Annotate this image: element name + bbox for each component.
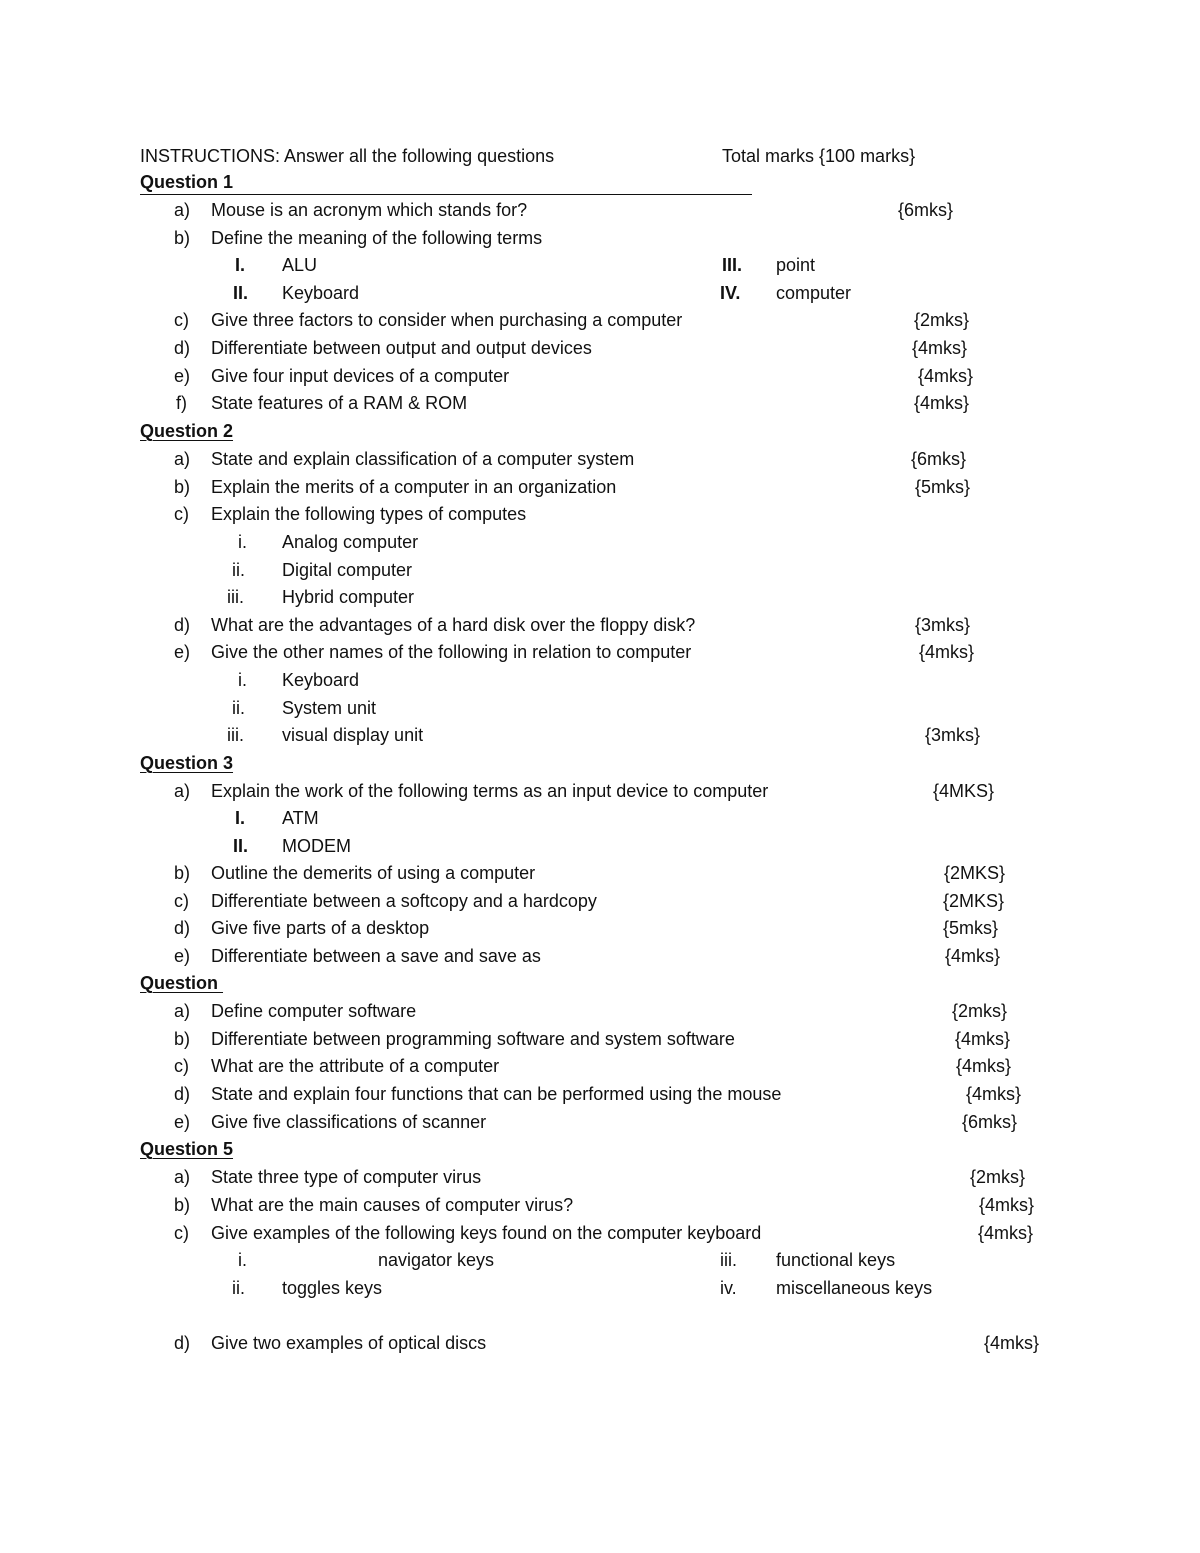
q1-b-item-text: Keyboard [282, 283, 360, 303]
q1-d-marks: {4mks} [912, 338, 968, 358]
q2-e-item-num: i. [238, 670, 247, 690]
q3-a-item-num: I. [235, 808, 246, 828]
q2-c-text: Explain the following types of computes [211, 504, 527, 524]
q1-b-item-num: I. [235, 255, 246, 275]
q5-c-item-num: i. [238, 1250, 247, 1270]
q2-c-item-text: Digital computer [282, 560, 413, 580]
q2-a-text: State and explain classification of a computer system [211, 449, 635, 469]
q4-c-label: c) [174, 1056, 189, 1076]
q5-d-text: Give two examples of optical discs [211, 1333, 487, 1353]
q1-e-label: e) [174, 366, 191, 386]
q3-c-label: c) [174, 891, 189, 911]
q4-b-label: b) [174, 1029, 191, 1049]
q5-c-text: Give examples of the following keys found on the computer keyboard [211, 1223, 762, 1243]
q4-d-label: d) [174, 1084, 191, 1104]
q5-a-label: a) [174, 1167, 191, 1187]
q5-c-item-text: miscellaneous keys [776, 1278, 933, 1298]
q3-b-marks: {2MKS} [944, 863, 1006, 883]
q4-a-label: a) [174, 1001, 191, 1021]
q4-e-marks: {6mks} [962, 1112, 1018, 1132]
q2-d-label: d) [174, 615, 191, 635]
q2-c-label: c) [174, 504, 189, 524]
q3-c-marks: {2MKS} [943, 891, 1005, 911]
q2-a-marks: {6mks} [911, 449, 967, 469]
q3-a-item-text: MODEM [282, 836, 351, 856]
q5-b-label: b) [174, 1195, 191, 1215]
q5-c-item-text: toggles keys [282, 1278, 383, 1298]
q4-c-marks: {4mks} [956, 1056, 1012, 1076]
q3-d-label: d) [174, 918, 191, 938]
q1-c-label: c) [174, 310, 189, 330]
q2-e-marks: {4mks} [919, 642, 975, 662]
q2-e-item-text: visual display unit [282, 725, 424, 745]
q2-b-marks: {5mks} [915, 477, 971, 497]
q5-c-item-text: functional keys [776, 1250, 896, 1270]
q1-a-label: a) [174, 200, 191, 220]
q1-c-marks: {2mks} [914, 310, 970, 330]
question-4-title: Question [140, 973, 224, 993]
q1-b-item-text: computer [776, 283, 852, 303]
q3-a-marks: {4MKS} [933, 781, 995, 801]
q2-c-item-num: iii. [227, 587, 244, 607]
q1-f-marks: {4mks} [914, 393, 970, 413]
q5-c-item-num: iv. [720, 1278, 737, 1298]
q5-a-text: State three type of computer virus [211, 1167, 482, 1187]
q1-a-marks: {6mks} [898, 200, 954, 220]
q3-a-label: a) [174, 781, 191, 801]
q2-e-item-num: ii. [232, 698, 245, 718]
q1-d-text: Differentiate between output and output devices [211, 338, 592, 358]
q5-d-marks: {4mks} [984, 1333, 1040, 1353]
q1-d-label: d) [174, 338, 191, 358]
instructions-text: INSTRUCTIONS: Answer all the following questions [140, 146, 555, 166]
q1-b-text: Define the meaning of the following terms [211, 228, 543, 248]
q2-c-item-text: Analog computer [282, 532, 419, 552]
q4-c-text: What are the attribute of a computer [211, 1056, 500, 1076]
q2-b-label: b) [174, 477, 191, 497]
q1-f-label: f) [176, 393, 187, 413]
q3-e-label: e) [174, 946, 191, 966]
q2-e-label: e) [174, 642, 191, 662]
q5-d-label: d) [174, 1333, 191, 1353]
q1-b-item-num: II. [233, 283, 249, 303]
q4-e-label: e) [174, 1112, 191, 1132]
q3-a-item-num: II. [233, 836, 249, 856]
question-1-underline [140, 194, 752, 195]
q1-b-item-num: III. [722, 255, 743, 275]
q2-d-text: What are the advantages of a hard disk over the floppy disk? [211, 615, 696, 635]
q4-a-text: Define computer software [211, 1001, 417, 1021]
q5-c-item-num: iii. [720, 1250, 737, 1270]
q2-e-item-text: Keyboard [282, 670, 360, 690]
question-1-title: Question 1 [140, 172, 234, 192]
q4-a-marks: {2mks} [952, 1001, 1008, 1021]
q3-d-marks: {5mks} [943, 918, 999, 938]
q1-a-text: Mouse is an acronym which stands for? [211, 200, 528, 220]
q1-f-text: State features of a RAM & ROM [211, 393, 468, 413]
q5-c-item-text: navigator keys [378, 1250, 495, 1270]
q4-d-text: State and explain four functions that can be performed using the mouse [211, 1084, 782, 1104]
q2-c-item-num: ii. [232, 560, 245, 580]
q1-b-item-num: IV. [720, 283, 741, 303]
q1-b-label: b) [174, 228, 191, 248]
question-3-title: Question 3 [140, 753, 234, 773]
q3-e-marks: {4mks} [945, 946, 1001, 966]
q2-c-item-num: i. [238, 532, 247, 552]
q2-e-text: Give the other names of the following in relation to computer [211, 642, 692, 662]
q5-c-item-num: ii. [232, 1278, 245, 1298]
q4-e-text: Give five classifications of scanner [211, 1112, 487, 1132]
question-5-title: Question 5 [140, 1139, 234, 1159]
q1-b-item-text: ALU [282, 255, 318, 275]
q3-b-text: Outline the demerits of using a computer [211, 863, 536, 883]
q2-d-marks: {3mks} [915, 615, 971, 635]
q2-e-item-marks: {3mks} [925, 725, 981, 745]
q1-b-item-text: point [776, 255, 816, 275]
q4-b-text: Differentiate between programming software and system software [211, 1029, 735, 1049]
q3-b-label: b) [174, 863, 191, 883]
q2-e-item-num: iii. [227, 725, 244, 745]
q3-d-text: Give five parts of a desktop [211, 918, 430, 938]
total-marks: Total marks {100 marks} [722, 146, 916, 166]
q2-e-item-text: System unit [282, 698, 377, 718]
q5-b-marks: {4mks} [979, 1195, 1035, 1215]
q3-c-text: Differentiate between a softcopy and a hardcopy [211, 891, 597, 911]
q5-c-label: c) [174, 1223, 189, 1243]
q2-a-label: a) [174, 449, 191, 469]
question-2-title: Question 2 [140, 421, 234, 441]
q1-e-text: Give four input devices of a computer [211, 366, 510, 386]
q1-c-text: Give three factors to consider when purchasing a computer [211, 310, 683, 330]
q5-b-text: What are the main causes of computer virus? [211, 1195, 574, 1215]
q5-c-marks: {4mks} [978, 1223, 1034, 1243]
q3-a-text: Explain the work of the following terms as an input device to computer [211, 781, 769, 801]
q3-a-item-text: ATM [282, 808, 319, 828]
q5-a-marks: {2mks} [970, 1167, 1026, 1187]
q2-b-text: Explain the merits of a computer in an organization [211, 477, 617, 497]
q2-c-item-text: Hybrid computer [282, 587, 415, 607]
q1-e-marks: {4mks} [918, 366, 974, 386]
q3-e-text: Differentiate between a save and save as [211, 946, 541, 966]
q4-d-marks: {4mks} [966, 1084, 1022, 1104]
q4-b-marks: {4mks} [955, 1029, 1011, 1049]
